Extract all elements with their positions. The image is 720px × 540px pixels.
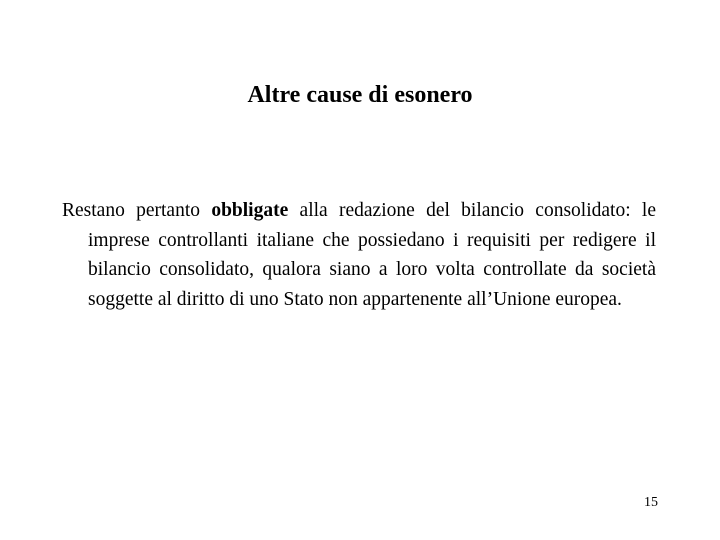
body-paragraph [62, 196, 656, 314]
slide-title: Altre cause di esonero [247, 82, 473, 108]
paragraph-text-before: Restano pertanto [62, 200, 212, 221]
paragraph-text-after: alla redazione del bilancio consolidato: le imprese controllanti italiane che possiedano i requisiti per redigere il bilancio consolidato, qualora siano a loro volta controllate da società soggette al diritto di uno Stato non appartenente all’Unione europea. [88, 200, 656, 310]
page-number: 15 [644, 495, 658, 510]
paragraph-emphasis: obbligate [211, 200, 289, 221]
